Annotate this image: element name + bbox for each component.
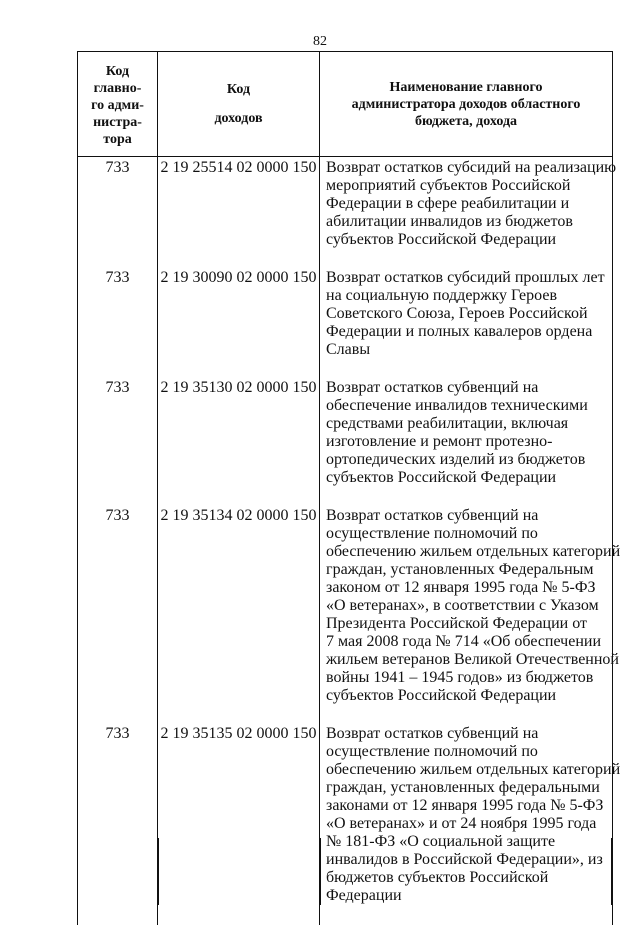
- income-name-line: бюджетов субъектов Российской: [326, 869, 608, 887]
- column-divider: [158, 838, 159, 905]
- income-name-line: субъектов Российской Федерации: [326, 469, 608, 487]
- income-name-line: изготовление и ремонт протезно-: [326, 433, 608, 451]
- header-admin-code-line: го адми-: [91, 98, 144, 113]
- income-name-cell: [320, 157, 613, 270]
- income-name-line: Федерации: [326, 887, 608, 905]
- admin-code-cell: 733: [78, 157, 158, 270]
- income-name-line: обеспечение инвалидов техническими: [326, 397, 608, 415]
- income-code-cell: 2 19 35130 02 0000 150: [158, 379, 320, 507]
- income-name-line: Федерации в сфере реабилитации и: [326, 195, 608, 213]
- header-name-line: Наименование главного: [390, 80, 543, 95]
- income-name-cell: [320, 379, 613, 507]
- income-name-line: мероприятий субъектов Российской: [326, 177, 608, 195]
- header-name: [320, 52, 613, 157]
- income-name-line: Возврат остатков субвенций на: [326, 379, 608, 397]
- table-row: [78, 507, 613, 725]
- header-name-line: бюджета, дохода: [415, 114, 517, 129]
- income-name-line: «О ветеранах», в соответствии с Указом: [326, 597, 608, 615]
- income-name-line: Возврат остатков субсидий прошлых лет: [326, 269, 608, 287]
- income-name-line: субъектов Российской Федерации: [326, 687, 608, 705]
- table-body: [78, 157, 613, 925]
- income-name-line: Возврат остатков субсидий на реализацию: [326, 159, 608, 177]
- header-admin-code: [78, 52, 158, 157]
- header-name-line: администратора доходов областного: [352, 97, 581, 112]
- income-name-line: осуществление полномочий по: [326, 525, 608, 543]
- income-code-cell: 2 19 30090 02 0000 150: [158, 269, 320, 379]
- income-name-line: жильем ветеранов Великой Отечественной: [326, 651, 608, 669]
- header-income-code: [158, 52, 320, 157]
- income-name-line: обеспечению жильем отдельных категорий: [326, 543, 608, 561]
- income-name-line: законом от 12 января 1995 года № 5-ФЗ: [326, 579, 608, 597]
- income-name-line: Возврат остатков субвенций на: [326, 725, 608, 743]
- page-number: 82: [0, 34, 640, 50]
- table-continuation: [77, 838, 612, 905]
- table-header: [78, 52, 613, 157]
- column-divider: [320, 838, 321, 905]
- admin-code-cell: 733: [78, 725, 158, 925]
- income-name-line: осуществление полномочий по: [326, 743, 608, 761]
- income-name-line: Возврат остатков субвенций на: [326, 507, 608, 525]
- income-code-cell: 2 19 35135 02 0000 150: [158, 725, 320, 925]
- income-name-line: Федерации и полных кавалеров ордена: [326, 323, 608, 341]
- admin-code-cell: 733: [78, 379, 158, 507]
- header-admin-code-line: нистра-: [93, 115, 142, 130]
- table-row: [78, 269, 613, 379]
- table-row: [78, 379, 613, 507]
- admin-code-cell: 733: [78, 269, 158, 379]
- header-admin-code-line: тора: [103, 132, 131, 147]
- income-name-line: инвалидов в Российской Федерации», из: [326, 851, 608, 869]
- income-name-line: обеспечению жильем отдельных категорий: [326, 761, 608, 779]
- income-name-cell: [320, 507, 613, 725]
- header-admin-code-line: Код: [106, 64, 129, 79]
- header-income-code-line: Код: [162, 81, 315, 98]
- income-name-line: Славы: [326, 341, 608, 359]
- income-name-line: абилитации инвалидов из бюджетов: [326, 213, 608, 231]
- income-name-line: № 181-ФЗ «О социальной защите: [326, 833, 608, 851]
- income-administrators-table: [77, 51, 613, 925]
- table-row: [78, 157, 613, 270]
- income-name-line: Советского Союза, Героев Российской: [326, 305, 608, 323]
- income-name-line: «О ветеранах» и от 24 ноября 1995 года: [326, 815, 608, 833]
- header-admin-code-line: главно-: [94, 81, 142, 96]
- income-name-line: граждан, установленных Федеральным: [326, 561, 608, 579]
- income-name-line: ортопедических изделий из бюджетов: [326, 451, 608, 469]
- header-income-code-line: доходов: [214, 111, 262, 126]
- income-code-cell: 2 19 35134 02 0000 150: [158, 507, 320, 725]
- income-name-line: законами от 12 января 1995 года № 5-ФЗ: [326, 797, 608, 815]
- admin-code-cell: 733: [78, 507, 158, 725]
- income-name-line: средствами реабилитации, включая: [326, 415, 608, 433]
- income-name-line: войны 1941 – 1945 годов» из бюджетов: [326, 669, 608, 687]
- income-code-cell: 2 19 25514 02 0000 150: [158, 157, 320, 270]
- income-name-line: субъектов Российской Федерации: [326, 231, 608, 249]
- income-name-line: на социальную поддержку Героев: [326, 287, 608, 305]
- income-name-line: Президента Российской Федерации от: [326, 615, 608, 633]
- income-name-line: граждан, установленных федеральными: [326, 779, 608, 797]
- income-name-cell: [320, 269, 613, 379]
- income-name-line: 7 мая 2008 года № 714 «Об обеспечении: [326, 633, 608, 651]
